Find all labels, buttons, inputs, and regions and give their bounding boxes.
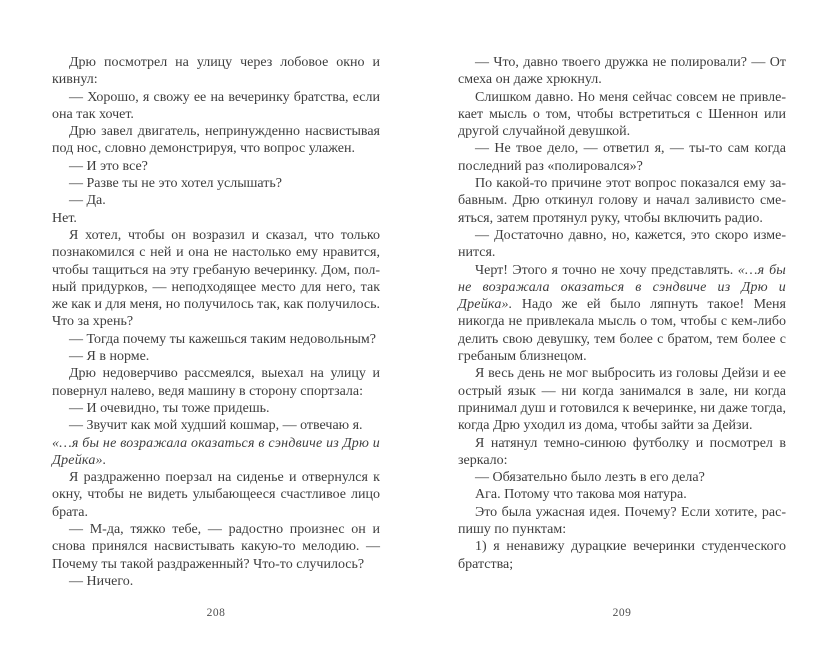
paragraph (52, 469, 380, 521)
paragraph (52, 89, 380, 124)
paragraph (52, 417, 380, 434)
paragraph-text: Дрю недоверчиво рассмеялся, выехал на улицу и повернул налево, ведя машину в сторону спортзала: (52, 366, 380, 399)
paragraph (52, 210, 380, 227)
paragraph-text: — Да. (69, 193, 106, 209)
paragraph (458, 227, 786, 262)
page-left-text-block (52, 54, 380, 590)
paragraph (458, 504, 786, 539)
paragraph (52, 365, 380, 400)
paragraph (52, 400, 380, 417)
paragraph (52, 123, 380, 158)
paragraph-text: — Тогда почему ты кажешься таким недовольным? (69, 331, 376, 347)
paragraph (458, 435, 786, 470)
paragraph (458, 486, 786, 503)
paragraph-text: Черт! Этого я точно не хочу представлять. (475, 262, 738, 278)
paragraph (458, 140, 786, 175)
paragraph-text: Нет. (52, 210, 77, 226)
paragraph-text: — И это все? (69, 158, 148, 174)
paragraph (52, 573, 380, 590)
paragraph (458, 469, 786, 486)
paragraph (458, 262, 786, 366)
paragraph-text: — М-да, тяжко тебе, — радостно произнес он и снова принялся насвистывать какую-то мелодию. — Почему ты такой раздраженный? Что-то случилось? (52, 522, 380, 572)
paragraph (458, 365, 786, 434)
paragraph-text: — Достаточно давно, но, кажется, это скоро изменится. (458, 227, 786, 261)
paragraph-text: Я хотел, чтобы он возразил и сказал, что только познакомился с ней и она не настолько ему нравится, чтобы тащиться на эту гребаную вечеринку. Дом, полный придурков, — неподходящее место для него, так же как и для меня, но получилось так, как получилось. Что за хрень? (52, 227, 380, 330)
paragraph (52, 175, 380, 192)
paragraph (52, 192, 380, 209)
paragraph-text: Я натянул темно-синюю футболку и посмотрел в зеркало: (458, 435, 786, 468)
paragraph-text: Ага. Потому что такова моя натура. (475, 487, 687, 503)
page-left-number: 208 (206, 607, 226, 619)
paragraph-text: — Что, давно твоего дружка не полировали? — От смеха он даже хрюкнул. (458, 55, 786, 88)
paragraph-text: Это была ужасная идея. Почему? Если хотите, распишу по пунктам: (458, 504, 786, 538)
inline-quote-italic: «…я бы не возражала оказаться в сэндвиче из Дрю и Дрейка». (458, 262, 786, 313)
paragraph-text: Надо же ей было ляпнуть такое! Меня никогда не привлекала мысль о том, чтобы с кем-либо делить свою девушку, тем более с братом, тем более с гребаным близнецом. (458, 297, 786, 365)
paragraph-text: Дрю завел двигатель, непринужденно насвистывая под нос, словно демонстрируя, что вопрос улажен. (52, 124, 380, 157)
paragraph (52, 521, 380, 573)
paragraph-text: — Не твое дело, — ответил я, — ты-то сам когда последний раз «полировался»? (458, 141, 786, 174)
paragraph-text: По какой-то причине этот вопрос показался ему забавным. Дрю откинул голову и начал заливисто смеяться, затем протянул руку, чтобы включить радио. (458, 176, 786, 226)
paragraph-text: — Ничего. (69, 573, 134, 589)
paragraph (52, 227, 380, 331)
page-right (458, 0, 786, 656)
paragraph (52, 54, 380, 89)
paragraph (458, 89, 786, 141)
paragraph (458, 54, 786, 89)
paragraph-text: — Звучит как мой худший кошмар, — отвечаю я. (69, 418, 363, 434)
paragraph (52, 435, 380, 470)
paragraph (52, 348, 380, 365)
paragraph-text: Дрю посмотрел на улицу через лобовое окно и кивнул: (52, 55, 380, 88)
paragraph-text: 1) я ненавижу дурацкие вечеринки студенческого братства; (458, 539, 786, 572)
paragraph (52, 331, 380, 348)
paragraph-text: Я раздраженно поерзал на сиденье и отвернулся к окну, чтобы не видеть улыбающееся счастливое лицо брата. (52, 470, 380, 520)
page-right-number: 209 (612, 607, 632, 619)
paragraph-text: — Я в норме. (69, 349, 150, 365)
paragraph-text: — Хорошо, я свожу ее на вечеринку братства, если она так хочет. (52, 89, 380, 122)
paragraph-text: — И очевидно, ты тоже придешь. (69, 400, 270, 416)
paragraph-text: Я весь день не мог выбросить из головы Дейзи и ее острый язык — ни когда занимался в зале, ни когда принимал душ и готовился к вечеринке, ни даже тогда, когда Дрю уходил из дома, чтобы зайти за Дейзи. (458, 366, 786, 434)
paragraph (458, 538, 786, 573)
page-left (52, 0, 380, 656)
paragraph (458, 175, 786, 227)
paragraph-text: — Разве ты не это хотел услышать? (69, 176, 283, 192)
paragraph-text: — Обязательно было лезть в его дела? (475, 470, 705, 486)
page-right-text-block (458, 54, 786, 573)
paragraph-text: Слишком давно. Но меня сейчас совсем не привлекает мысль о том, чтобы встретиться с Шеннон или другой случайной девушкой. (458, 89, 786, 140)
paragraph (52, 158, 380, 175)
inline-quote-italic: «…я бы не возражала оказаться в сэндвиче из Дрю и Дрейка». (52, 435, 380, 468)
